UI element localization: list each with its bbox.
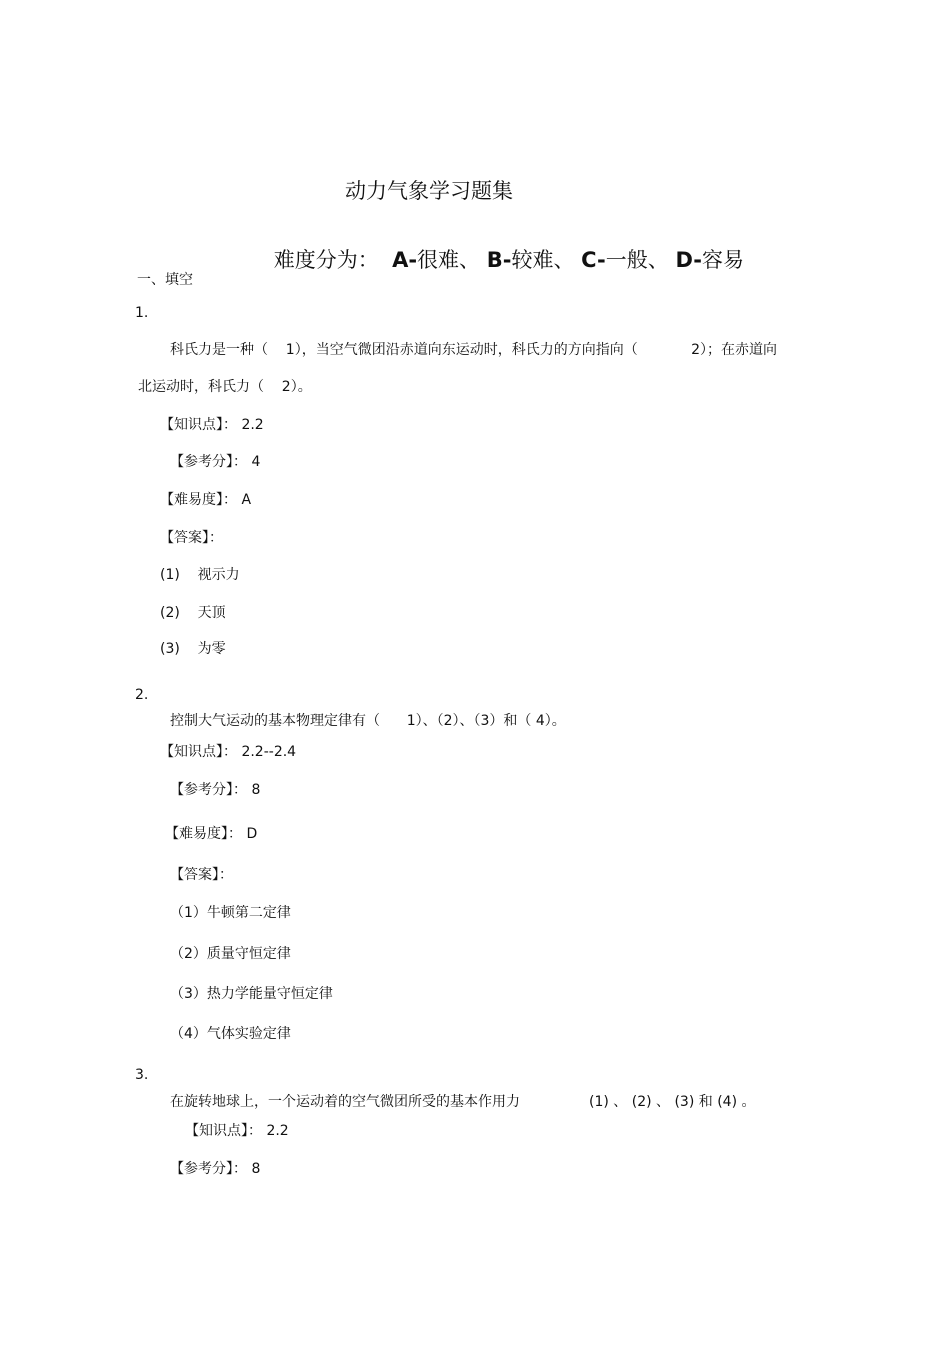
- question-number: 1.: [135, 305, 149, 321]
- answer-label: 【答案】：: [170, 867, 233, 883]
- difficulty-text-b: 较难、: [511, 248, 575, 272]
- answer-item: （4）气体实验定律: [170, 1026, 291, 1042]
- page-title: 动力气象学习题集: [345, 179, 513, 203]
- question-number: 3.: [135, 1067, 149, 1083]
- answer-label: 【答案】：: [160, 530, 223, 546]
- section-heading: 一、填空: [137, 272, 193, 288]
- difficulty-text-c: 一般、: [605, 248, 669, 272]
- difficulty-legend: [247, 221, 744, 299]
- question-text: 科氏力是一种（ 1），当空气微团沿赤道向东运动时，科氏力的方向指向（ 2）；在赤道向: [170, 342, 778, 358]
- answer-item: (2) 天顶: [160, 605, 226, 621]
- answer-item: (3) 为零: [160, 641, 226, 657]
- reference-score: 【参考分】： 8: [170, 1161, 261, 1177]
- question-text: 控制大气运动的基本物理定律有（ 1）、（2）、（3）和（ 4）。: [170, 713, 566, 729]
- knowledge-point: 【知识点】： 2.2: [160, 417, 264, 433]
- answer-item: (1) 视示力: [160, 567, 240, 583]
- answer-item: （1）牛顿第二定律: [170, 905, 291, 921]
- answer-item: （3）热力学能量守恒定律: [170, 986, 333, 1002]
- knowledge-point: 【知识点】： 2.2: [185, 1123, 289, 1139]
- reference-score: 【参考分】： 8: [170, 782, 261, 798]
- difficulty-code-d: D-: [675, 248, 702, 272]
- difficulty-level: 【难易度】： D: [165, 826, 258, 842]
- question-text-blanks: (1) 、 (2) 、 (3) 和 (4) 。: [589, 1094, 756, 1110]
- question-number: 2.: [135, 687, 149, 703]
- reference-score: 【参考分】： 4: [170, 454, 261, 470]
- difficulty-code-c: C-: [581, 248, 606, 272]
- difficulty-code-b: B-: [486, 248, 512, 272]
- question-text: 北运动时，科氏力（ 2）。: [138, 379, 312, 395]
- difficulty-level: 【难易度】： A: [160, 492, 252, 508]
- difficulty-text-d: 容易: [701, 248, 744, 272]
- question-text: 在旋转地球上，一个运动着的空气微团所受的基本作用力: [170, 1094, 520, 1110]
- knowledge-point: 【知识点】： 2.2--2.4: [160, 744, 297, 760]
- difficulty-code-a: A-: [392, 248, 418, 272]
- answer-item: （2）质量守恒定律: [170, 946, 291, 962]
- difficulty-legend-label: 难度分为：: [273, 248, 379, 272]
- difficulty-text-a: 很难、: [417, 248, 481, 272]
